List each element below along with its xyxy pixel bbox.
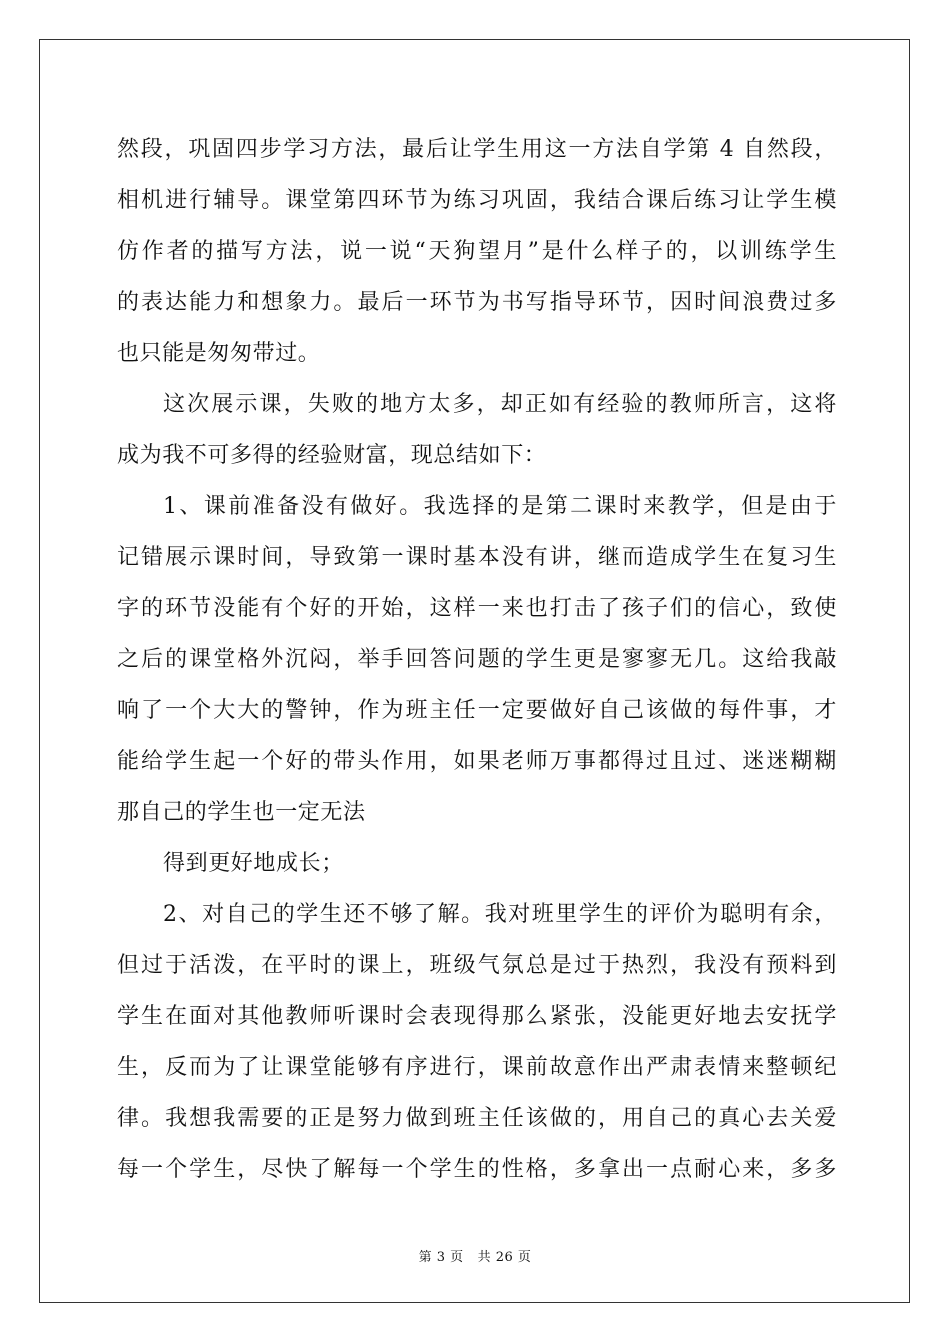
text-line: 相机进行辅导。课堂第四环节为练习巩固，我结合课后练习让学生模 <box>117 188 837 213</box>
paragraph <box>117 889 837 1195</box>
text-line: 记错展示课时间，导致第一课时基本没有讲，继而造成学生在复习生 <box>117 545 837 570</box>
text-line: 但过于活泼，在平时的课上，班级气氛总是过于热烈，我没有预料到 <box>117 953 837 978</box>
text-line: 那自己的学生也一定无法 <box>117 800 366 825</box>
text-line: 之后的课堂格外沉闷，举手回答问题的学生更是寥寥无几。这给我敲 <box>117 647 837 672</box>
text-line: 这次展示课，失败的地方太多，却正如有经验的教师所言，这将 <box>163 392 837 417</box>
page-number: 第 3 页 <box>418 1250 464 1265</box>
text-line: 2、对自己的学生还不够了解。我对班里学生的评价为聪明有余， <box>163 902 837 927</box>
document-body <box>117 124 837 1195</box>
paragraph <box>117 838 837 889</box>
text-line: 的表达能力和想象力。最后一环节为书写指导环节，因时间浪费过多 <box>117 290 837 315</box>
text-line: 成为我不可多得的经验财富，现总结如下： <box>117 443 547 468</box>
page-footer <box>0 1246 950 1265</box>
text-line: 1、课前准备没有做好。我选择的是第二课时来教学，但是由于 <box>163 494 837 519</box>
text-line: 每一个学生，尽快了解每一个学生的性格，多拿出一点耐心来，多多 <box>117 1157 837 1182</box>
text-line: 得到更好地成长； <box>163 851 344 876</box>
text-line: 字的环节没能有个好的开始，这样一来也打击了孩子们的信心，致使 <box>117 596 837 621</box>
paragraph <box>117 124 837 379</box>
text-line: 律。我想我需要的正是努力做到班主任该做的，用自己的真心去关爱 <box>117 1106 837 1131</box>
total-pages: 共 26 页 <box>477 1250 532 1265</box>
text-line: 能给学生起一个好的带头作用，如果老师万事都得过且过、迷迷糊糊 <box>117 749 837 774</box>
text-line: 也只能是匆匆带过。 <box>117 341 321 366</box>
paragraph <box>117 481 837 838</box>
paragraph <box>117 379 837 481</box>
text-line: 生，反而为了让课堂能够有序进行，课前故意作出严肃表情来整顿纪 <box>117 1055 837 1080</box>
text-line: 仿作者的描写方法，说一说“天狗望月”是什么样子的，以训练学生 <box>117 239 837 264</box>
text-line: 学生在面对其他教师听课时会表现得那么紧张，没能更好地去安抚学 <box>117 1004 837 1029</box>
text-line: 然段，巩固四步学习方法，最后让学生用这一方法自学第 4 自然段， <box>117 137 837 162</box>
text-line: 响了一个大大的警钟，作为班主任一定要做好自己该做的每件事，才 <box>117 698 837 723</box>
